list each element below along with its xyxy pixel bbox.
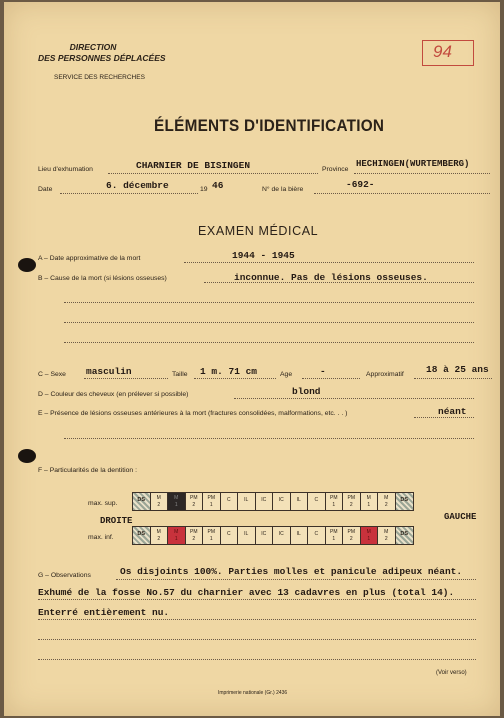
province-label: Province xyxy=(322,166,349,173)
tooth: M 2 xyxy=(378,493,396,510)
province-value: HECHINGEN(WURTEMBERG) xyxy=(356,159,470,169)
tooth: PM 1 xyxy=(326,527,344,544)
tooth: IL xyxy=(238,527,256,544)
tooth: IL xyxy=(291,493,309,510)
year-value: 46 xyxy=(212,180,224,191)
agency-name xyxy=(38,42,166,64)
file-number-stamp xyxy=(422,40,474,66)
tooth: IL xyxy=(238,493,256,510)
document-sheet xyxy=(4,2,500,716)
item-g-label: G – Observations xyxy=(38,572,91,579)
age-value: - xyxy=(320,366,326,377)
tooth: M 1 xyxy=(361,493,379,510)
punch-hole xyxy=(18,258,36,272)
tooth: PM 1 xyxy=(203,493,221,510)
height-label: Taille xyxy=(172,371,188,378)
service-name: SERVICE DES RECHERCHES xyxy=(54,74,145,81)
observations-line-1: Os disjoints 100%. Parties molles et panicule adipeux néant. xyxy=(120,566,463,577)
page-title: ÉLÉMENTS D'IDENTIFICATION xyxy=(154,116,385,135)
tooth-ds: DS xyxy=(396,527,414,544)
tooth-ds: DS xyxy=(133,527,151,544)
punch-hole xyxy=(18,449,36,463)
item-f-label: F – Particularités de la dentition : xyxy=(38,467,137,474)
sex-value: masculin xyxy=(86,366,132,377)
item-b-value: inconnue. Pas de lésions osseuses. xyxy=(234,272,428,283)
tooth: IC xyxy=(256,493,274,510)
tooth: PM 2 xyxy=(186,527,204,544)
lower-teeth-chart xyxy=(132,526,414,545)
item-d-label: D – Couleur des cheveux (en prélever si possible) xyxy=(38,391,189,398)
lower-jaw-label: max. inf. xyxy=(88,534,114,541)
tooth: M 2 xyxy=(151,493,169,510)
tooth-ds: DS xyxy=(133,493,151,510)
right-side-label: DROITE xyxy=(100,516,133,526)
tooth-ds: DS xyxy=(396,493,414,510)
left-side-label: GAUCHE xyxy=(444,512,477,522)
item-e-value: néant xyxy=(438,406,467,417)
item-a-label: A – Date approximative de la mort xyxy=(38,255,141,262)
item-b-label: B – Cause de la mort (si lésions osseuses) xyxy=(38,275,167,282)
stamp-number: 94 xyxy=(433,42,452,61)
tooth: IC xyxy=(273,493,291,510)
see-verso: (Voir verso) xyxy=(436,670,467,676)
approx-value: 18 à 25 ans xyxy=(426,364,489,375)
height-value: 1 m. 71 cm xyxy=(200,366,258,377)
approx-label: Approximatif xyxy=(366,371,404,378)
exhumation-place-label: Lieu d'exhumation xyxy=(38,166,93,173)
agency-line-2: DES PERSONNES DÉPLACÉES xyxy=(38,53,166,63)
item-d-value: blond xyxy=(292,386,321,397)
tooth: PM 1 xyxy=(326,493,344,510)
tooth: M 1 xyxy=(361,527,379,544)
observations-line-2: Exhumé de la fosse No.57 du charnier avec 13 cadavres en plus (total 14). xyxy=(38,587,455,598)
tooth: M 1 xyxy=(168,493,186,510)
agency-line-1: DIRECTION xyxy=(69,42,117,52)
upper-teeth-chart xyxy=(132,492,414,511)
tooth: C xyxy=(308,493,326,510)
tooth: C xyxy=(221,493,239,510)
year-prefix: 19 xyxy=(200,186,208,193)
printer-imprint: Imprimerie nationale (Gr.) 2436 xyxy=(218,690,288,696)
upper-jaw-label: max. sup. xyxy=(88,500,118,507)
tooth: PM 2 xyxy=(343,527,361,544)
item-a-value: 1944 - 1945 xyxy=(232,250,295,261)
tooth: IC xyxy=(256,527,274,544)
coffin-number-value: -692- xyxy=(346,179,375,190)
tooth: PM 2 xyxy=(186,493,204,510)
item-c-sex-label: C – Sexe xyxy=(38,371,66,378)
date-value: 6. décembre xyxy=(106,180,169,191)
section-title: EXAMEN MÉDICAL xyxy=(198,224,319,238)
coffin-number-label: N° de la bière xyxy=(262,186,304,193)
tooth: IL xyxy=(291,527,309,544)
age-label: Age xyxy=(280,371,293,378)
exhumation-place-value: CHARNIER DE BISINGEN xyxy=(136,160,251,171)
tooth: M 1 xyxy=(168,527,186,544)
tooth: C xyxy=(308,527,326,544)
date-label: Date xyxy=(38,186,53,193)
tooth: PM 1 xyxy=(203,527,221,544)
tooth: M 2 xyxy=(378,527,396,544)
tooth: IC xyxy=(273,527,291,544)
item-e-label: E – Présence de lésions osseuses antérieures à la mort (fractures consolidées, malformations, etc. . . ) xyxy=(38,410,348,417)
tooth: PM 2 xyxy=(343,493,361,510)
observations-line-3: Enterré entièrement nu. xyxy=(38,607,170,618)
tooth: C xyxy=(221,527,239,544)
tooth: M 2 xyxy=(151,527,169,544)
